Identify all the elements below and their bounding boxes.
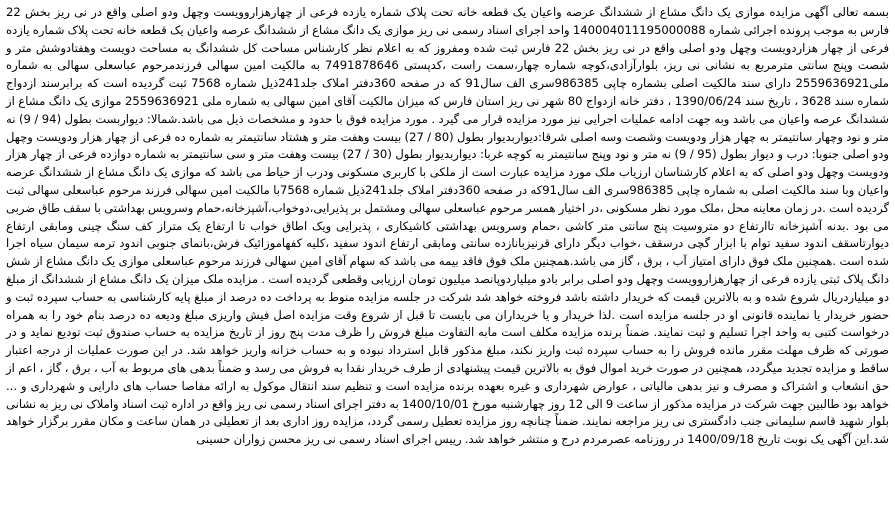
auction-notice-text: بسمه تعالی آگهی مزایده موازی یک دانگ مشاع از ششدانگ عرصه واعیان یک قطعه خانه تحت پلاک شماره یازده فرعی از چهارهزاروویست وچهل ودو اصلی واقع در نی ریز بخش 22 فارس به موجب پرونده اجرائی شماره 140004011195000088 واحد اجرای اسناد رسمی نی ریز موازی یک دانگ مشاع از ششدانگ عرصه واعیان یک قطعه خانه تحت پلاک شماره یازده فرعی از چهار هزاردویست وچهل ودو اصلی واقع در نی ریز بخش 22 فارس ثبت شده ومفروز که به اعلام نظر کارشناس مساحت کل ششدانگ به مساحت دویست وهفتادوشش متر و شصت وپنج سانتی مترمربع به نشانی نی ریز، بلوارآزادی،کوچه شماره چهار،سمت راست ،کدپستی 7491878646 به مالکیت امین سهالی فرزندمرحوم عباسعلی سهالی به شماره ملی2559636921 دارای سند مالکیت اصلی بشماره چاپی 986385سری الف سال91 که در صفحه 360دفتر املاک جلد241ذیل شماره 7568 ثبت گردیده است که برابرسند ازدواج شماره سند 3628 ، تاریخ سند 1390/06/24 ، دفتر خانه ازدواج 80 شهر نی ریز استان فارس که میزان مالکیت آقای امین سهالی به شماره ملی 2559636921 موازی یک دانگ مشاع از ششدانگ عرصه واعیان می باشد وبه جهت ادامه عملیات اجرایی نیز مورد مزایده قرار می گیرد . مورد مزایده فوق با حدود و مشخصات ذیل می باشد.شمالا: دیواربست بطول (94 / 9) نه متر و نود وچهار سانتیمتر به چهار هزار ودویست وشصت وسه اصلی شرقا:دیواربدیوار بطول (80 / 27) بیست وهفت متر و هشتاد سانتیمتر به شماره ده فرعی از چهار هزار ودویست وچهل ودو اصلی جنوبا: درب و دیوار بطول (95 / 9) نه متر و نود وپنج سانتیمتر به کوچه غربا: دیواربدیوار بطول (30 / 27) بیست وهفت متر و سی سانتیمتر به شماره دوازده فرعی از چهار هزار ودویست وچهل ودو اصلی که به اعلام کارشناسان ارزیاب ملک مورد مزایده عبارت است از ملکی با کاربری مسکونی ودرب از حیاط می باشد که موازی یک دانگ مشاع از ششدانگ عرصه واعیان وبا سند مالکیت اصلی به شماره چاپی 986385سری الف سال91که در صفحه 360دفتر املاک جلد241ذیل شماره 7568با مالکیت امین سهالی فرزند مرحوم عباسعلی سهالی ثبت گردیده است .در زمان معاینه محل ،ملک مورد نظر مسکونی ،در اختیار همسر مرحوم عباسعلی سهالی ومشتمل بر پذیرایی،دوخواب،آشپزخانه،حمام وسرویس بهداشتی با سقف طاق ضربی می بود .بدنه آشپزخانه تاارتفاع دو متروسیت پنج سانتی متر کاشی ،حمام وسرویس بهداشتی کاشیکاری ، پذیرایی ویک اطاق خواب تا ارتفاع یک متراز کف سنگ چینی ومابقی ارتفاع دیوارتاسقف اندود سفید توام با ابزار گچی درسقف ،خواب دیگر دارای قرنیزبانازده سانتی ومابقی ارتفاع اندود سفید ،کلیه کفهاموزائیک فرش،بانمای جنوبی اندود ترمه سیمان سیاه اجرا شده است .همچنین ملک فوق دارای امتیاز آب ، برق ، گاز می باشد.همچنین ملک فوق فاقد بیمه می باشد که سهام آقای امین سهالی فرزند مرحوم عباسعلی موازی یک دانگ مشاع از شش دانگ پلاک ثبتی یازده فرعی از چهارهزاروویست وچهل ودو اصلی برابر بادو میلیاردوپانصد میلیون تومان ارزیابی وقطعی گردیده است . مزایده ملک میزان یک دانگ مشاع از ششدانگ از مبلغ دو میلیاردریال شروع شده و به بالاترین قیمت که خریدار داشته باشد فروخته خواهد شد شرکت در جلسه مزایده منوط به پرداخت ده درصد از مبلغ پایه کارشناسی به حساب سپرده ثبت و حضور خریدار یا نماینده قانونی او در جلسه مزایده است .لذا خریدار و یا خریداران می بایست تا قبل از شروع وقت مزایده اصل فیش واریزی مبلغ ودیعه ده درصد بنام خود را به همراه درخواست کتبی به واحد اجرا تسلیم و ثبت نمایند. ضمناً برنده مزایده مکلف است مابه التفاوت مبلغ فروش را ظرف مدت پنج روز از تاریخ مزایده به حساب صندوق ثبت تودیع نماید و در صورتی که ظرف مهلت مقرر مانده فروش را به حساب سپرده ثبت واریز نکند، مبلغ مذکور قابل استرداد نبوده و به حساب خزانه واریز خواهد شد. در این صورت عملیات از درجه اعتبار ساقط و مزایده تجدید میگردد، همچنین در صورت خرید اموال فوق به بالاترین قیمت پیشنهادی از طرف خریدار نقدا به فروش می رسد و ضمناً بدهی های مربوط به آب ، برق ، گاز ، اعم از حق انشعاب و اشتراک و مصرف و نیز بدهی مالیاتی ، عوارض شهرداری و غیره بعهده برنده مزایده است و تنظیم سند انتقال موکول به ارائه مفاصا حساب های دارایی و شهرداری و ... خواهد بود طالبین جهت شرکت در مزایده مذکور از ساعت 9 الی 12 روز چهارشنبه مورخ 1400/10/01 به دفتر اجرای اسناد رسمی نی ریز واقع در اداره ثبت اسناد واملاک نی ریز به نشانی بلوار شهید قاسم سلیمانی جنب دادگستری نی ریز مراجعه نمایند. ضمناً چنانچه روز مزایده تعطیل رسمی گردد، مزایده روز اداری بعد از تعطیلی در همان ساعت و مکان مقرر برگزار خواهد شد.این آگهی یک نوبت تاریخ 1400/09/18 در روزنامه عصرمردم درج و منتشر خواهد شد. رییس اجرای اسناد رسمی نی ریز محسن زواران حسینی — [6, 5, 890, 447]
